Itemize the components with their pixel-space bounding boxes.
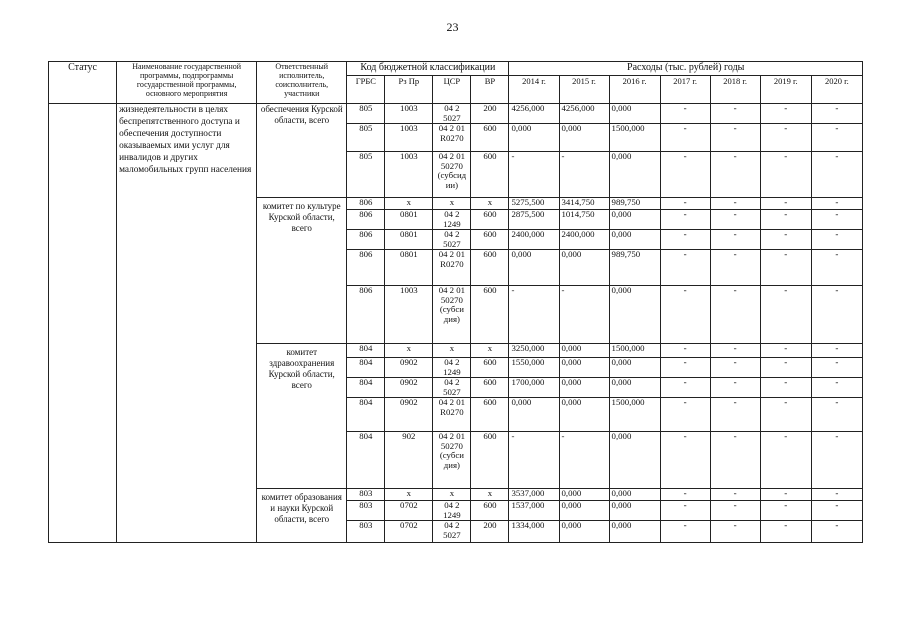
cell-2016: 1500,000 xyxy=(609,344,660,358)
cell-vr: 600 xyxy=(471,124,509,152)
cell-2016: 0,000 xyxy=(609,521,660,543)
header-year: 2016 г. xyxy=(609,76,660,104)
header-rzpr: Рз Пр xyxy=(385,76,433,104)
cell-2014: 5275,500 xyxy=(509,198,559,210)
cell-grbs: 804 xyxy=(347,432,385,489)
cell-csr: х xyxy=(433,489,471,501)
cell-csr: 04 2 01 50270 (субси дия) xyxy=(433,286,471,344)
cell-2020: - xyxy=(811,198,862,210)
header-year: 2015 г. xyxy=(559,76,609,104)
cell-2019: - xyxy=(760,521,811,543)
cell-2014: 2400,000 xyxy=(509,230,559,250)
cell-2014: 4256,000 xyxy=(509,104,559,124)
cell-2019: - xyxy=(760,286,811,344)
cell-2020: - xyxy=(811,286,862,344)
cell-csr: 04 2 01 R0270 xyxy=(433,398,471,432)
executor-cell: комитет образования и науки Курской области, всего xyxy=(257,489,347,543)
cell-vr: 600 xyxy=(471,501,509,521)
header-expenses: Расходы (тыс. рублей) годы xyxy=(509,62,863,76)
cell-vr: 600 xyxy=(471,358,509,378)
cell-vr: 200 xyxy=(471,104,509,124)
cell-2020: - xyxy=(811,230,862,250)
cell-2019: - xyxy=(760,230,811,250)
cell-2015: 0,000 xyxy=(559,344,609,358)
cell-rzpr: 1003 xyxy=(385,286,433,344)
cell-rzpr: 0801 xyxy=(385,250,433,286)
cell-2017: - xyxy=(660,344,710,358)
cell-grbs: 803 xyxy=(347,521,385,543)
cell-rzpr: х xyxy=(385,198,433,210)
cell-rzpr: 0801 xyxy=(385,210,433,230)
cell-2017: - xyxy=(660,521,710,543)
cell-grbs: 806 xyxy=(347,198,385,210)
cell-2020: - xyxy=(811,210,862,230)
cell-2014: - xyxy=(509,286,559,344)
cell-2016: 0,000 xyxy=(609,210,660,230)
cell-vr: 600 xyxy=(471,230,509,250)
cell-2016: 0,000 xyxy=(609,152,660,198)
cell-2020: - xyxy=(811,432,862,489)
cell-vr: 600 xyxy=(471,250,509,286)
cell-2014: 3537,000 xyxy=(509,489,559,501)
cell-rzpr: 1003 xyxy=(385,124,433,152)
cell-rzpr: 1003 xyxy=(385,104,433,124)
cell-rzpr: 0702 xyxy=(385,501,433,521)
cell-2017: - xyxy=(660,210,710,230)
cell-grbs: 806 xyxy=(347,286,385,344)
cell-2016: 0,000 xyxy=(609,432,660,489)
cell-2015: 3414,750 xyxy=(559,198,609,210)
cell-grbs: 804 xyxy=(347,398,385,432)
cell-2016: 0,000 xyxy=(609,104,660,124)
cell-2016: 989,750 xyxy=(609,198,660,210)
cell-2014: 0,000 xyxy=(509,398,559,432)
cell-vr: 600 xyxy=(471,432,509,489)
cell-2020: - xyxy=(811,501,862,521)
cell-2019: - xyxy=(760,210,811,230)
cell-csr: 04 2 5027 xyxy=(433,104,471,124)
cell-2019: - xyxy=(760,489,811,501)
status-cell xyxy=(49,104,117,543)
cell-csr: 04 2 1249 xyxy=(433,501,471,521)
cell-2019: - xyxy=(760,104,811,124)
cell-vr: х xyxy=(471,489,509,501)
cell-2019: - xyxy=(760,198,811,210)
cell-vr: х xyxy=(471,344,509,358)
cell-2019: - xyxy=(760,344,811,358)
cell-2020: - xyxy=(811,344,862,358)
cell-2015: 0,000 xyxy=(559,489,609,501)
cell-2018: - xyxy=(710,124,760,152)
cell-rzpr: 902 xyxy=(385,432,433,489)
cell-2016: 0,000 xyxy=(609,489,660,501)
cell-csr: 04 2 5027 xyxy=(433,230,471,250)
cell-2016: 0,000 xyxy=(609,230,660,250)
cell-csr: 04 2 01 50270 (субси дия) xyxy=(433,432,471,489)
cell-2018: - xyxy=(710,378,760,398)
cell-vr: х xyxy=(471,198,509,210)
cell-rzpr: 0801 xyxy=(385,230,433,250)
cell-2014: 2875,500 xyxy=(509,210,559,230)
cell-2018: - xyxy=(710,489,760,501)
cell-csr: х xyxy=(433,344,471,358)
cell-csr: 04 2 01 R0270 xyxy=(433,124,471,152)
cell-2020: - xyxy=(811,358,862,378)
cell-rzpr: 1003 xyxy=(385,152,433,198)
cell-rzpr: 0702 xyxy=(385,521,433,543)
cell-csr: 04 2 01 50270 (субсид ии) xyxy=(433,152,471,198)
cell-2015: - xyxy=(559,152,609,198)
cell-2014: 1550,000 xyxy=(509,358,559,378)
cell-2018: - xyxy=(710,344,760,358)
cell-2019: - xyxy=(760,398,811,432)
cell-csr: 04 2 5027 xyxy=(433,521,471,543)
cell-2014: 0,000 xyxy=(509,124,559,152)
cell-grbs: 806 xyxy=(347,210,385,230)
cell-rzpr: 0902 xyxy=(385,358,433,378)
cell-2016: 989,750 xyxy=(609,250,660,286)
cell-2019: - xyxy=(760,501,811,521)
cell-2017: - xyxy=(660,398,710,432)
header-grbs: ГРБС xyxy=(347,76,385,104)
cell-2020: - xyxy=(811,378,862,398)
cell-2017: - xyxy=(660,104,710,124)
header-program: Наименование государственной программы, подпрограммы государственной программы, основного мероприятия xyxy=(117,62,257,104)
cell-2015: 1014,750 xyxy=(559,210,609,230)
cell-vr: 600 xyxy=(471,210,509,230)
cell-2017: - xyxy=(660,489,710,501)
cell-2020: - xyxy=(811,398,862,432)
cell-2015: 4256,000 xyxy=(559,104,609,124)
header-vr: ВР xyxy=(471,76,509,104)
cell-2014: 3250,000 xyxy=(509,344,559,358)
cell-rzpr: 0902 xyxy=(385,378,433,398)
program-name-cell: жизнедеятельности в целях беспрепятственного доступа и обеспечения доступности оказываемых ими услуг для инвалидов и других маломобильных групп населения xyxy=(117,104,257,543)
cell-2015: - xyxy=(559,286,609,344)
cell-grbs: 804 xyxy=(347,378,385,398)
cell-vr: 600 xyxy=(471,378,509,398)
header-year: 2014 г. xyxy=(509,76,559,104)
cell-2016: 1500,000 xyxy=(609,124,660,152)
cell-2015: 0,000 xyxy=(559,521,609,543)
cell-2018: - xyxy=(710,286,760,344)
cell-2015: 0,000 xyxy=(559,398,609,432)
cell-2020: - xyxy=(811,521,862,543)
cell-2020: - xyxy=(811,124,862,152)
cell-2014: 1334,000 xyxy=(509,521,559,543)
cell-csr: 04 2 1249 xyxy=(433,358,471,378)
cell-vr: 600 xyxy=(471,398,509,432)
cell-2020: - xyxy=(811,104,862,124)
cell-2015: 0,000 xyxy=(559,358,609,378)
cell-2018: - xyxy=(710,250,760,286)
cell-grbs: 805 xyxy=(347,124,385,152)
cell-grbs: 805 xyxy=(347,152,385,198)
cell-2016: 0,000 xyxy=(609,358,660,378)
cell-2019: - xyxy=(760,378,811,398)
cell-2017: - xyxy=(660,358,710,378)
cell-2017: - xyxy=(660,432,710,489)
cell-2016: 0,000 xyxy=(609,286,660,344)
cell-2015: 0,000 xyxy=(559,378,609,398)
cell-rzpr: х xyxy=(385,489,433,501)
cell-2017: - xyxy=(660,230,710,250)
table-row xyxy=(49,104,863,124)
cell-2019: - xyxy=(760,152,811,198)
cell-2020: - xyxy=(811,250,862,286)
cell-2018: - xyxy=(710,104,760,124)
cell-vr: 600 xyxy=(471,152,509,198)
cell-2017: - xyxy=(660,250,710,286)
cell-2017: - xyxy=(660,286,710,344)
budget-table xyxy=(48,61,863,543)
cell-2016: 1500,000 xyxy=(609,398,660,432)
header-executor: Ответственный исполнитель, соисполнитель, участники xyxy=(257,62,347,104)
cell-rzpr: х xyxy=(385,344,433,358)
cell-grbs: 803 xyxy=(347,501,385,521)
cell-grbs: 804 xyxy=(347,344,385,358)
cell-2017: - xyxy=(660,124,710,152)
executor-cell: комитет по культуре Курской области, всего xyxy=(257,198,347,344)
cell-2017: - xyxy=(660,198,710,210)
cell-csr: 04 2 01 R0270 xyxy=(433,250,471,286)
header-year: 2018 г. xyxy=(710,76,760,104)
cell-2015: 0,000 xyxy=(559,250,609,286)
cell-2017: - xyxy=(660,152,710,198)
cell-2017: - xyxy=(660,501,710,521)
cell-2016: 0,000 xyxy=(609,378,660,398)
cell-2015: 2400,000 xyxy=(559,230,609,250)
cell-csr: 04 2 5027 xyxy=(433,378,471,398)
header-budget-code: Код бюджетной классификации xyxy=(347,62,509,76)
cell-2016: 0,000 xyxy=(609,501,660,521)
cell-2015: 0,000 xyxy=(559,124,609,152)
header-year: 2020 г. xyxy=(811,76,862,104)
header-status: Статус xyxy=(49,62,117,104)
cell-2014: 1537,000 xyxy=(509,501,559,521)
page-number: 23 xyxy=(446,20,459,34)
cell-2018: - xyxy=(710,398,760,432)
cell-2018: - xyxy=(710,358,760,378)
cell-grbs: 803 xyxy=(347,489,385,501)
cell-2014: - xyxy=(509,432,559,489)
cell-vr: 200 xyxy=(471,521,509,543)
cell-2020: - xyxy=(811,152,862,198)
cell-2019: - xyxy=(760,432,811,489)
cell-rzpr: 0902 xyxy=(385,398,433,432)
cell-2019: - xyxy=(760,358,811,378)
header-csr: ЦСР xyxy=(433,76,471,104)
cell-csr: х xyxy=(433,198,471,210)
cell-2018: - xyxy=(710,152,760,198)
cell-2020: - xyxy=(811,489,862,501)
cell-2014: 1700,000 xyxy=(509,378,559,398)
cell-2019: - xyxy=(760,250,811,286)
executor-cell: обеспечения Курской области, всего xyxy=(257,104,347,198)
cell-2018: - xyxy=(710,521,760,543)
cell-2019: - xyxy=(760,124,811,152)
header-year: 2017 г. xyxy=(660,76,710,104)
cell-vr: 600 xyxy=(471,286,509,344)
cell-csr: 04 2 1249 xyxy=(433,210,471,230)
cell-grbs: 804 xyxy=(347,358,385,378)
cell-2015: 0,000 xyxy=(559,501,609,521)
header-year: 2019 г. xyxy=(760,76,811,104)
executor-cell: комитет здравоохранения Курской области, всего xyxy=(257,344,347,489)
cell-grbs: 806 xyxy=(347,250,385,286)
cell-grbs: 806 xyxy=(347,230,385,250)
cell-2018: - xyxy=(710,501,760,521)
cell-2018: - xyxy=(710,210,760,230)
cell-2014: - xyxy=(509,152,559,198)
cell-2014: 0,000 xyxy=(509,250,559,286)
cell-2018: - xyxy=(710,230,760,250)
cell-2015: - xyxy=(559,432,609,489)
cell-2018: - xyxy=(710,198,760,210)
cell-2017: - xyxy=(660,378,710,398)
cell-2018: - xyxy=(710,432,760,489)
cell-grbs: 805 xyxy=(347,104,385,124)
